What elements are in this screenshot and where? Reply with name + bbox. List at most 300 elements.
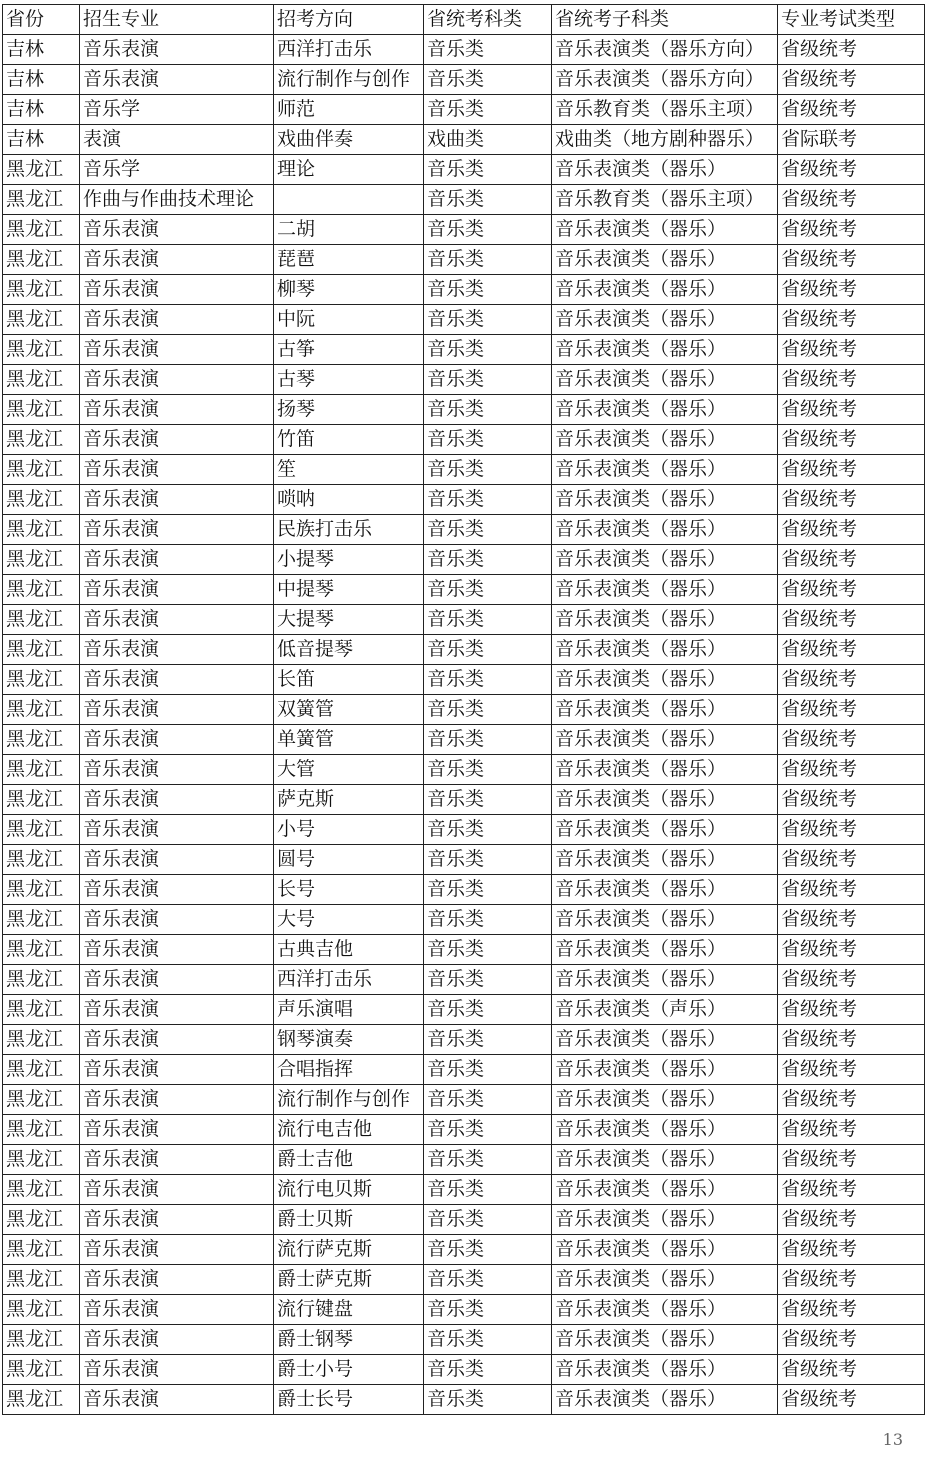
cell-province: 黑龙江 [3,995,80,1025]
cell-subcategory: 音乐表演类（器乐） [552,695,778,725]
cell-province: 黑龙江 [3,605,80,635]
cell-exam-type: 省级统考 [778,695,925,725]
cell-exam-type: 省级统考 [778,815,925,845]
cell-subcategory: 音乐表演类（器乐） [552,485,778,515]
cell-category: 音乐类 [424,995,552,1025]
table-row [3,995,925,1025]
cell-category: 音乐类 [424,755,552,785]
table-row [3,1085,925,1115]
cell-exam-type: 省级统考 [778,1055,925,1085]
cell-direction: 小提琴 [274,545,424,575]
cell-direction: 爵士吉他 [274,1145,424,1175]
cell-category: 音乐类 [424,1295,552,1325]
cell-subcategory: 音乐表演类（器乐） [552,1025,778,1055]
table-row [3,215,925,245]
cell-subcategory: 音乐表演类（器乐） [552,785,778,815]
cell-subcategory: 音乐表演类（器乐） [552,245,778,275]
cell-direction: 小号 [274,815,424,845]
cell-category: 音乐类 [424,95,552,125]
cell-subcategory: 音乐表演类（器乐） [552,155,778,185]
cell-direction: 西洋打击乐 [274,965,424,995]
cell-direction: 中提琴 [274,575,424,605]
header-category: 省统考科类 [424,5,552,35]
cell-direction: 合唱指挥 [274,1055,424,1085]
cell-province: 黑龙江 [3,305,80,335]
cell-major: 音乐表演 [80,635,274,665]
cell-province: 黑龙江 [3,245,80,275]
cell-major: 音乐表演 [80,605,274,635]
cell-subcategory: 音乐表演类（器乐） [552,335,778,365]
table-row [3,575,925,605]
cell-category: 音乐类 [424,605,552,635]
cell-subcategory: 音乐表演类（器乐） [552,875,778,905]
cell-direction: 古筝 [274,335,424,365]
cell-major: 音乐表演 [80,845,274,875]
cell-exam-type: 省级统考 [778,1235,925,1265]
cell-exam-type: 省级统考 [778,1085,925,1115]
cell-province: 黑龙江 [3,1175,80,1205]
header-subcategory: 省统考子科类 [552,5,778,35]
cell-direction: 唢呐 [274,485,424,515]
cell-major: 音乐表演 [80,815,274,845]
table-row [3,485,925,515]
cell-province: 黑龙江 [3,1055,80,1085]
cell-subcategory: 音乐表演类（器乐） [552,905,778,935]
table-row [3,1205,925,1235]
cell-exam-type: 省级统考 [778,1205,925,1235]
cell-exam-type: 省级统考 [778,1145,925,1175]
header-province: 省份 [3,5,80,35]
cell-subcategory: 音乐表演类（器乐） [552,665,778,695]
cell-major: 音乐学 [80,95,274,125]
cell-direction: 扬琴 [274,395,424,425]
cell-subcategory: 音乐表演类（声乐） [552,995,778,1025]
cell-category: 音乐类 [424,695,552,725]
cell-category: 音乐类 [424,1235,552,1265]
cell-exam-type: 省级统考 [778,845,925,875]
cell-category: 音乐类 [424,365,552,395]
cell-direction: 流行萨克斯 [274,1235,424,1265]
cell-province: 黑龙江 [3,875,80,905]
cell-category: 音乐类 [424,935,552,965]
table-row [3,695,925,725]
cell-exam-type: 省级统考 [778,65,925,95]
cell-direction: 古典吉他 [274,935,424,965]
cell-province: 黑龙江 [3,905,80,935]
cell-category: 音乐类 [424,905,552,935]
cell-major: 音乐表演 [80,365,274,395]
cell-exam-type: 省级统考 [778,1295,925,1325]
cell-exam-type: 省级统考 [778,1175,925,1205]
cell-direction: 大管 [274,755,424,785]
cell-category: 音乐类 [424,455,552,485]
cell-province: 黑龙江 [3,1025,80,1055]
cell-major: 音乐表演 [80,1085,274,1115]
cell-province: 黑龙江 [3,1115,80,1145]
cell-major: 音乐表演 [80,1205,274,1235]
cell-direction: 琵琶 [274,245,424,275]
cell-direction: 民族打击乐 [274,515,424,545]
cell-major: 音乐表演 [80,1055,274,1085]
cell-direction: 圆号 [274,845,424,875]
cell-direction: 流行键盘 [274,1295,424,1325]
cell-subcategory: 音乐表演类（器乐） [552,515,778,545]
cell-major: 音乐表演 [80,875,274,905]
cell-major: 音乐表演 [80,395,274,425]
table-row [3,725,925,755]
cell-direction: 古琴 [274,365,424,395]
cell-major: 音乐表演 [80,275,274,305]
cell-subcategory: 音乐表演类（器乐） [552,275,778,305]
cell-category: 音乐类 [424,335,552,365]
table-row [3,425,925,455]
cell-category: 音乐类 [424,635,552,665]
cell-direction: 声乐演唱 [274,995,424,1025]
cell-direction: 流行制作与创作 [274,65,424,95]
cell-direction: 大提琴 [274,605,424,635]
cell-category: 音乐类 [424,485,552,515]
cell-category: 音乐类 [424,785,552,815]
cell-subcategory: 音乐表演类（器乐方向） [552,65,778,95]
table-row [3,965,925,995]
table-row [3,1175,925,1205]
table-row [3,755,925,785]
cell-direction: 流行制作与创作 [274,1085,424,1115]
cell-category: 戏曲类 [424,125,552,155]
cell-exam-type: 省级统考 [778,935,925,965]
cell-subcategory: 音乐表演类（器乐） [552,1055,778,1085]
cell-province: 黑龙江 [3,275,80,305]
cell-exam-type: 省级统考 [778,605,925,635]
cell-category: 音乐类 [424,395,552,425]
cell-direction: 长号 [274,875,424,905]
cell-major: 音乐表演 [80,1265,274,1295]
cell-direction: 中阮 [274,305,424,335]
table-body [3,35,925,1415]
cell-province: 黑龙江 [3,215,80,245]
cell-direction: 爵士萨克斯 [274,1265,424,1295]
cell-exam-type: 省级统考 [778,1115,925,1145]
cell-province: 黑龙江 [3,1205,80,1235]
table-row [3,155,925,185]
cell-category: 音乐类 [424,665,552,695]
cell-province: 黑龙江 [3,635,80,665]
cell-direction: 爵士长号 [274,1385,424,1415]
cell-province: 黑龙江 [3,575,80,605]
cell-exam-type: 省级统考 [778,395,925,425]
cell-direction: 柳琴 [274,275,424,305]
cell-exam-type: 省级统考 [778,1025,925,1055]
cell-province: 黑龙江 [3,365,80,395]
cell-major: 音乐表演 [80,35,274,65]
cell-major: 音乐表演 [80,1145,274,1175]
cell-subcategory: 音乐表演类（器乐） [552,1265,778,1295]
cell-category: 音乐类 [424,65,552,95]
table-row [3,95,925,125]
cell-province: 黑龙江 [3,545,80,575]
cell-major: 音乐表演 [80,1175,274,1205]
cell-subcategory: 音乐表演类（器乐） [552,545,778,575]
cell-subcategory: 音乐表演类（器乐） [552,1175,778,1205]
cell-major: 音乐表演 [80,1325,274,1355]
cell-province: 黑龙江 [3,815,80,845]
cell-major: 音乐表演 [80,485,274,515]
cell-province: 黑龙江 [3,335,80,365]
table-row [3,1115,925,1145]
cell-province: 黑龙江 [3,455,80,485]
cell-province: 吉林 [3,95,80,125]
table-row [3,245,925,275]
cell-subcategory: 音乐表演类（器乐） [552,755,778,785]
cell-major: 音乐表演 [80,1235,274,1265]
cell-subcategory: 音乐表演类（器乐） [552,305,778,335]
cell-major: 音乐学 [80,155,274,185]
cell-category: 音乐类 [424,1085,552,1115]
cell-direction: 长笛 [274,665,424,695]
cell-major: 音乐表演 [80,65,274,95]
cell-category: 音乐类 [424,1385,552,1415]
cell-subcategory: 戏曲类（地方剧种器乐） [552,125,778,155]
cell-subcategory: 音乐表演类（器乐） [552,1355,778,1385]
cell-major: 音乐表演 [80,1025,274,1055]
cell-exam-type: 省级统考 [778,1265,925,1295]
cell-subcategory: 音乐表演类（器乐） [552,1325,778,1355]
cell-category: 音乐类 [424,185,552,215]
cell-direction: 西洋打击乐 [274,35,424,65]
table-row [3,35,925,65]
cell-subcategory: 音乐表演类（器乐） [552,1385,778,1415]
cell-major: 音乐表演 [80,665,274,695]
cell-exam-type: 省级统考 [778,305,925,335]
cell-subcategory: 音乐表演类（器乐） [552,935,778,965]
table-row [3,335,925,365]
cell-province: 黑龙江 [3,755,80,785]
table-header-row [3,5,925,35]
cell-subcategory: 音乐表演类（器乐） [552,1295,778,1325]
cell-province: 黑龙江 [3,185,80,215]
cell-province: 黑龙江 [3,665,80,695]
cell-subcategory: 音乐表演类（器乐方向） [552,35,778,65]
cell-category: 音乐类 [424,575,552,605]
cell-exam-type: 省级统考 [778,875,925,905]
cell-direction: 爵士钢琴 [274,1325,424,1355]
cell-direction: 竹笛 [274,425,424,455]
cell-exam-type: 省级统考 [778,275,925,305]
cell-major: 音乐表演 [80,725,274,755]
cell-subcategory: 音乐教育类（器乐主项） [552,185,778,215]
cell-direction: 爵士小号 [274,1355,424,1385]
cell-direction: 爵士贝斯 [274,1205,424,1235]
cell-exam-type: 省级统考 [778,905,925,935]
cell-major: 作曲与作曲技术理论 [80,185,274,215]
cell-province: 黑龙江 [3,425,80,455]
cell-major: 音乐表演 [80,755,274,785]
cell-direction: 师范 [274,95,424,125]
table-row [3,65,925,95]
cell-category: 音乐类 [424,1025,552,1055]
header-direction: 招考方向 [274,5,424,35]
cell-exam-type: 省级统考 [778,155,925,185]
cell-province: 黑龙江 [3,515,80,545]
cell-subcategory: 音乐表演类（器乐） [552,845,778,875]
cell-major: 音乐表演 [80,515,274,545]
cell-major: 音乐表演 [80,905,274,935]
table-row [3,1055,925,1085]
cell-category: 音乐类 [424,515,552,545]
cell-subcategory: 音乐表演类（器乐） [552,1235,778,1265]
cell-direction: 萨克斯 [274,785,424,815]
table-row [3,185,925,215]
table-row [3,815,925,845]
cell-exam-type: 省级统考 [778,785,925,815]
cell-category: 音乐类 [424,725,552,755]
cell-major: 音乐表演 [80,215,274,245]
cell-subcategory: 音乐表演类（器乐） [552,1085,778,1115]
cell-major: 音乐表演 [80,695,274,725]
cell-exam-type: 省级统考 [778,485,925,515]
cell-exam-type: 省级统考 [778,635,925,665]
cell-exam-type: 省级统考 [778,185,925,215]
table-row [3,1295,925,1325]
cell-exam-type: 省级统考 [778,455,925,485]
cell-category: 音乐类 [424,425,552,455]
header-exam-type: 专业考试类型 [778,5,925,35]
cell-exam-type: 省级统考 [778,575,925,605]
cell-direction: 理论 [274,155,424,185]
table-row [3,515,925,545]
table-row [3,125,925,155]
cell-province: 吉林 [3,65,80,95]
cell-direction: 单簧管 [274,725,424,755]
cell-major: 音乐表演 [80,455,274,485]
table-row [3,635,925,665]
cell-province: 黑龙江 [3,1085,80,1115]
cell-province: 黑龙江 [3,695,80,725]
table-row [3,1385,925,1415]
cell-category: 音乐类 [424,1145,552,1175]
cell-major: 音乐表演 [80,245,274,275]
cell-direction: 流行电贝斯 [274,1175,424,1205]
cell-major: 表演 [80,125,274,155]
cell-category: 音乐类 [424,1355,552,1385]
cell-category: 音乐类 [424,1175,552,1205]
table-row [3,905,925,935]
cell-direction: 戏曲伴奏 [274,125,424,155]
cell-major: 音乐表演 [80,1355,274,1385]
cell-direction: 笙 [274,455,424,485]
cell-province: 黑龙江 [3,935,80,965]
cell-exam-type: 省级统考 [778,665,925,695]
cell-category: 音乐类 [424,845,552,875]
table-row [3,275,925,305]
cell-province: 黑龙江 [3,965,80,995]
cell-category: 音乐类 [424,1325,552,1355]
table-row [3,545,925,575]
cell-category: 音乐类 [424,35,552,65]
cell-exam-type: 省级统考 [778,515,925,545]
cell-exam-type: 省级统考 [778,1385,925,1415]
cell-major: 音乐表演 [80,1115,274,1145]
cell-subcategory: 音乐表演类（器乐） [552,395,778,425]
table-row [3,365,925,395]
cell-subcategory: 音乐表演类（器乐） [552,965,778,995]
cell-major: 音乐表演 [80,335,274,365]
cell-category: 音乐类 [424,815,552,845]
cell-category: 音乐类 [424,545,552,575]
table-row [3,1235,925,1265]
cell-province: 黑龙江 [3,485,80,515]
cell-major: 音乐表演 [80,1295,274,1325]
cell-exam-type: 省级统考 [778,215,925,245]
table-row [3,875,925,905]
cell-subcategory: 音乐表演类（器乐） [552,1115,778,1145]
cell-subcategory: 音乐表演类（器乐） [552,215,778,245]
cell-direction: 大号 [274,905,424,935]
cell-category: 音乐类 [424,875,552,905]
cell-exam-type: 省际联考 [778,125,925,155]
cell-exam-type: 省级统考 [778,545,925,575]
cell-province: 黑龙江 [3,845,80,875]
cell-major: 音乐表演 [80,545,274,575]
table-row [3,305,925,335]
cell-subcategory: 音乐表演类（器乐） [552,635,778,665]
cell-subcategory: 音乐教育类（器乐主项） [552,95,778,125]
table-row [3,935,925,965]
cell-category: 音乐类 [424,155,552,185]
cell-subcategory: 音乐表演类（器乐） [552,605,778,635]
table-row [3,455,925,485]
cell-province: 黑龙江 [3,1265,80,1295]
cell-subcategory: 音乐表演类（器乐） [552,1145,778,1175]
cell-subcategory: 音乐表演类（器乐） [552,455,778,485]
cell-category: 音乐类 [424,1265,552,1295]
table-row [3,1025,925,1055]
table-row [3,785,925,815]
table-row [3,605,925,635]
cell-category: 音乐类 [424,1205,552,1235]
page-number: 13 [882,1430,903,1449]
cell-subcategory: 音乐表演类（器乐） [552,1205,778,1235]
cell-province: 黑龙江 [3,725,80,755]
cell-exam-type: 省级统考 [778,95,925,125]
cell-category: 音乐类 [424,215,552,245]
cell-subcategory: 音乐表演类（器乐） [552,575,778,605]
cell-category: 音乐类 [424,305,552,335]
cell-subcategory: 音乐表演类（器乐） [552,365,778,395]
cell-exam-type: 省级统考 [778,755,925,785]
cell-exam-type: 省级统考 [778,1355,925,1385]
cell-subcategory: 音乐表演类（器乐） [552,425,778,455]
cell-province: 黑龙江 [3,1145,80,1175]
cell-direction: 钢琴演奏 [274,1025,424,1055]
cell-major: 音乐表演 [80,965,274,995]
cell-category: 音乐类 [424,1055,552,1085]
cell-province: 黑龙江 [3,1235,80,1265]
cell-major: 音乐表演 [80,305,274,335]
cell-exam-type: 省级统考 [778,365,925,395]
table-row [3,1265,925,1295]
cell-major: 音乐表演 [80,995,274,1025]
header-major: 招生专业 [80,5,274,35]
cell-direction [274,185,424,215]
cell-category: 音乐类 [424,245,552,275]
cell-major: 音乐表演 [80,1385,274,1415]
cell-direction: 双簧管 [274,695,424,725]
admissions-table [2,4,925,1415]
cell-category: 音乐类 [424,965,552,995]
cell-direction: 低音提琴 [274,635,424,665]
table-row [3,665,925,695]
